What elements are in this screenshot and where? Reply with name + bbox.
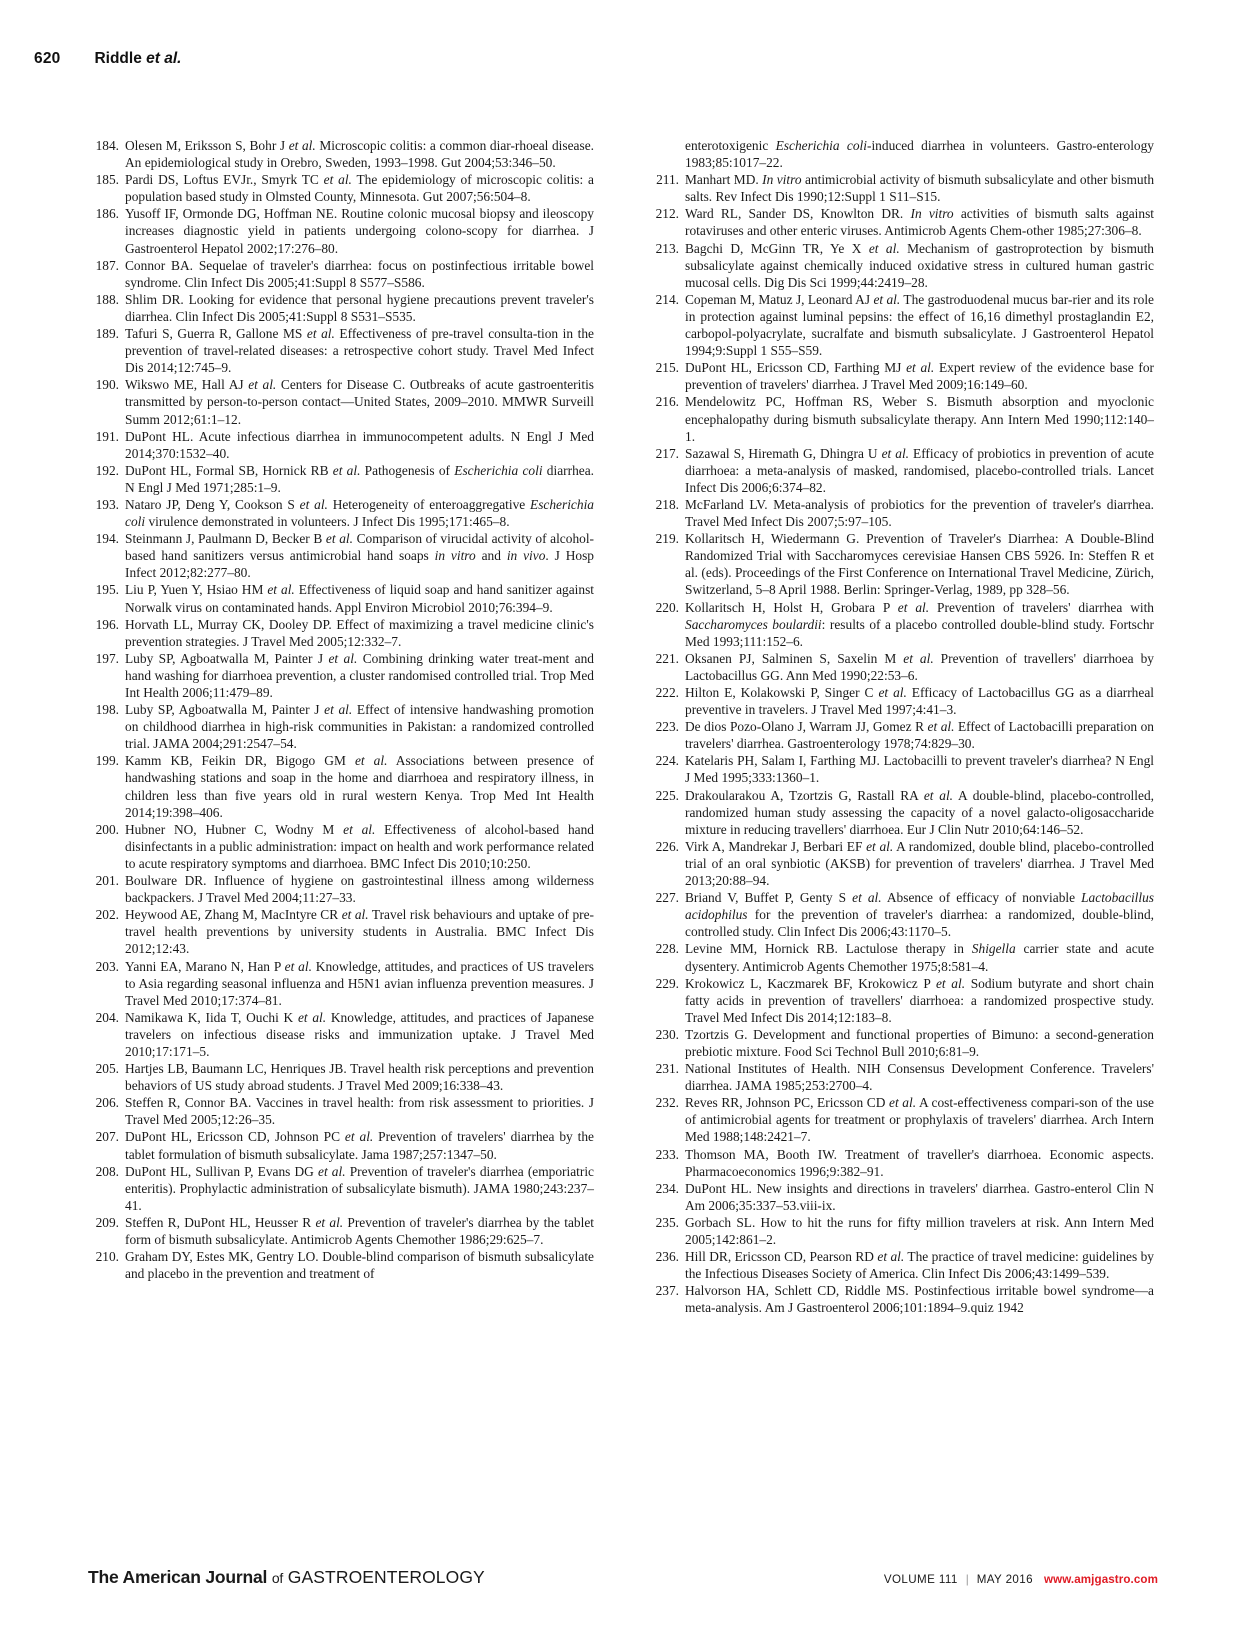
reference-number: 219. [655, 531, 679, 547]
reference-number: 216. [655, 394, 679, 410]
reference-text: DuPont HL, Ericsson CD, Farthing MJ et al. Expert review of the evidence base for prevention of travelers' diarrhea. J Travel Med 2009;16:149–60. [685, 360, 1154, 393]
reference-text: Tafuri S, Guerra R, Gallone MS et al. Effectiveness of pre-travel consulta-tion in the prevention of travel-related diseases: a retrospective cohort study. Travel Med Infect Dis 2014;12:745–9. [125, 326, 594, 376]
running-head [34, 50, 181, 68]
reference-text: Krokowicz L, Kaczmarek BF, Krokowicz P et al. Sodium butyrate and short chain fatty acids in prevention of travellers' diarrhoea: a randomized prospective study. Travel Med Infect Dis 2014;12:183–8. [685, 975, 1154, 1025]
reference-number: 209. [95, 1214, 119, 1230]
reference-item [92, 616, 594, 650]
reference-item [652, 171, 1154, 205]
reference-item [652, 787, 1154, 838]
reference-text: Copeman M, Matuz J, Leonard AJ et al. The gastroduodenal mucus bar-rier and its role in protection against luminal pepsins: the effect of 16,16 dimethyl prostaglandin E2, carbopol-polyacrylate, sucralfate and bismuth subsalicylate. J Gastroenterol Hepatol 1994;9:Suppl 1 S55–S59. [685, 291, 1155, 359]
reference-item [652, 1282, 1154, 1316]
reference-number: 192. [95, 462, 119, 478]
reference-text: Liu P, Yuen Y, Hsiao HM et al. Effectiveness of liquid soap and hand sanitizer against Norwalk virus on contaminated hands. Appl Environ Microbiol 2010;76:394–9. [125, 582, 595, 615]
reference-item [92, 376, 594, 427]
reference-number: 236. [655, 1249, 679, 1265]
reference-number: 214. [655, 291, 679, 307]
reference-text: DuPont HL, Sullivan P, Evans DG et al. Prevention of traveler's diarrhea (emporiatric enteritis). Prophylactic administration of subsalicylate bismuth). JAMA 1980;243:237–41. [125, 1163, 595, 1213]
reference-text: Drakoularakou A, Tzortzis G, Rastall RA et al. A double-blind, placebo-controlled, randomized human study assessing the capacity of a novel galacto-oligosaccharide mixture in reducing travellers' diarrhoea. Eur J Clin Nutr 2010;64:146–52. [685, 787, 1154, 837]
reference-item [92, 137, 594, 171]
left-column [92, 137, 594, 1316]
reference-item [92, 701, 594, 752]
reference-text: Hilton E, Kolakowski P, Singer C et al. Efficacy of Lactobacillus GG as a diarrheal preventive in travelers. J Travel Med 1997;4:41–3. [685, 685, 1154, 718]
reference-text: Heywood AE, Zhang M, MacIntyre CR et al. Travel risk behaviours and uptake of pre-travel health preventions by university students in Australia. BMC Infect Dis 2012;12:43. [125, 907, 594, 957]
reference-number: 187. [95, 257, 119, 273]
reference-text: Briand V, Buffet P, Genty S et al. Absence of efficacy of nonviable Lactobacillus acidophilus for the prevention of traveler's diarrhea: a randomized, double-blind, controlled study. Clin Infect Dis 2006;43:1170–5. [685, 890, 1155, 940]
reference-text: De dios Pozo-Olano J, Warram JJ, Gomez R et al. Effect of Lactobacilli preparation on travelers' diarrhea. Gastroenterology 1978;74:829–30. [685, 719, 1155, 752]
reference-item [652, 445, 1154, 496]
reference-number: 233. [655, 1146, 679, 1162]
reference-text: DuPont HL. New insights and directions in travelers' diarrhea. Gastro-enterol Clin N Am 2006;35:337–53.viii-ix. [685, 1180, 1154, 1213]
reference-number: 224. [655, 753, 679, 769]
reference-text: Hubner NO, Hubner C, Wodny M et al. Effectiveness of alcohol-based hand disinfectants in a public administration: impact on health and work performance related to acute respiratory symptoms and diarrhoea. BMC Infect Dis 2010;10:250. [125, 821, 594, 871]
reference-text: National Institutes of Health. NIH Consensus Development Conference. Travelers' diarrhea. JAMA 1985;253:2700–4. [685, 1061, 1154, 1094]
reference-number: 191. [95, 428, 119, 444]
reference-text: DuPont HL, Ericsson CD, Johnson PC et al. Prevention of travelers' diarrhea by the tablet formulation of bismuth subsalicylate. Jama 1987;257:1347–50. [125, 1129, 594, 1162]
reference-number: 206. [95, 1095, 119, 1111]
reference-item [92, 872, 594, 906]
reference-number: 201. [95, 873, 119, 889]
reference-text: Kollaritsch H, Wiedermann G. Prevention of Traveler's Diarrhea: A Double-Blind Randomized Trial with Saccharomyces cerevisiae Hansen CBS 5926. In: Steffen R et al. (eds). Proceedings of the First Conference on International Travel Medicine, Zürich, Switzerland, 5–8 April 1988. Berlin: Springer-Verlag, 1989, pp 328–56. [685, 531, 1154, 598]
reference-item [92, 1009, 594, 1060]
reference-number: 234. [655, 1180, 679, 1196]
reference-text: Olesen M, Eriksson S, Bohr J et al. Microscopic colitis: a common diar-rhoeal disease. An epidemiological study in Orebro, Sweden, 1993–1998. Gut 2004;53:346–50. [125, 138, 594, 171]
reference-number: 186. [95, 206, 119, 222]
reference-item [92, 821, 594, 872]
reference-number: 195. [95, 582, 119, 598]
reference-text: Steinmann J, Paulmann D, Becker B et al. Comparison of virucidal activity of alcohol-based hand sanitizers versus antimicrobial hand soaps in vitro and in vivo. J Hosp Infect 2012;82:277–80. [125, 531, 595, 581]
reference-number: 235. [655, 1214, 679, 1230]
reference-item [92, 257, 594, 291]
reference-item [652, 530, 1154, 598]
reference-item [652, 1146, 1154, 1180]
reference-number: 194. [95, 531, 119, 547]
reference-number: 197. [95, 650, 119, 666]
reference-text: Wikswo ME, Hall AJ et al. Centers for Disease C. Outbreaks of acute gastroenteritis transmitted by person-to-person contact—United States, 2009–2010. MMWR Surveill Summ 2012;61:1–12. [125, 377, 594, 427]
reference-item [92, 581, 594, 615]
reference-number: 230. [655, 1026, 679, 1042]
running-head-title [94, 50, 181, 68]
reference-item [652, 1060, 1154, 1094]
journal-the-american-journal: The American Journal [88, 1567, 268, 1587]
reference-item [652, 684, 1154, 718]
reference-text: Luby SP, Agboatwalla M, Painter J et al. Combining drinking water treat-ment and hand washing for diarrhoea prevention, a cluster randomised controlled trial. Trop Med Int Health 2006;11:479–89. [125, 650, 594, 700]
reference-number: 221. [655, 650, 679, 666]
reference-text: Bagchi D, McGinn TR, Ye X et al. Mechanism of gastroprotection by bismuth subsalicylate against chemically induced oxidative stress in cultured human gastric mucosal cells. Dig Dis Sci 1999;44:2419–28. [685, 240, 1154, 290]
reference-text: Mendelowitz PC, Hoffman RS, Weber S. Bismuth absorption and myoclonic encephalopathy during bismuth subsalicylate therapy. Ann Intern Med 1990;112:140–1. [685, 394, 1154, 444]
journal-name: GASTROENTEROLOGY [287, 1567, 485, 1587]
reference-item [652, 599, 1154, 650]
reference-item [92, 1214, 594, 1248]
reference-text: Kollaritsch H, Holst H, Grobara P et al. Prevention of travelers' diarrhea with Saccharomyces boulardii: results of a placebo controlled double-blind study. Fortschr Med 1993;111:152–6. [685, 599, 1154, 649]
reference-text: Horvath LL, Murray CK, Dooley DP. Effect of maximizing a travel medicine clinic's prevention strategies. J Travel Med 2005;12:332–7. [125, 616, 594, 649]
reference-item [652, 1214, 1154, 1248]
reference-text: Reves RR, Johnson PC, Ericsson CD et al. A cost-effectiveness compari-son of the use of antimicrobial agents for treatment or prophylaxis of travelers' diarrhea. Arch Intern Med 1988;148:2421–7. [685, 1095, 1154, 1145]
reference-number: 210. [95, 1249, 119, 1265]
reference-number: 205. [95, 1061, 119, 1077]
reference-list-left [92, 137, 594, 1282]
reference-number: 212. [655, 206, 679, 222]
reference-text: Oksanen PJ, Salminen S, Saxelin M et al. Prevention of travellers' diarrhoea by Lactobacillus GG. Ann Med 1990;22:53–6. [685, 650, 1154, 683]
reference-text: Sazawal S, Hiremath G, Dhingra U et al. Efficacy of probiotics in prevention of acute diarrhoea: a meta-analysis of masked, randomised, placebo-controlled trials. Lancet Infect Dis 2006;6:374–82. [685, 445, 1154, 495]
reference-number: 203. [95, 958, 119, 974]
reference-text: Manhart MD. In vitro antimicrobial activity of bismuth subsalicylate and other bismuth salts. Rev Infect Dis 1990;12:Suppl 1 S11–S15. [685, 172, 1155, 205]
reference-number: 193. [95, 496, 119, 512]
reference-number: 227. [655, 890, 679, 906]
reference-number: 217. [655, 445, 679, 461]
reference-item [652, 838, 1154, 889]
reference-text: Boulware DR. Influence of hygiene on gastrointestinal illness among wilderness backpackers. J Travel Med 2004;11:27–33. [125, 873, 594, 906]
reference-text: Nataro JP, Deng Y, Cookson S et al. Heterogeneity of enteroaggregative Escherichia coli virulence demonstrated in volunteers. J Infect Dis 1995;171:465–8. [125, 496, 594, 530]
reference-number: 226. [655, 838, 679, 854]
reference-text: Namikawa K, Iida T, Ouchi K et al. Knowledge, attitudes, and practices of Japanese travelers on infectious disease risks and immunization uptake. J Travel Med 2010;17:171–5. [125, 1009, 594, 1059]
right-column [652, 137, 1154, 1316]
reference-text: enterotoxigenic Escherichia coli-induced diarrhea in volunteers. Gastro-enterology 1983;85:1017–22. [685, 138, 1154, 171]
reference-number: 222. [655, 685, 679, 700]
reference-number: 200. [95, 821, 119, 837]
reference-item [92, 530, 594, 581]
reference-item [652, 205, 1154, 239]
running-head-etal: et al. [146, 50, 182, 67]
reference-item [652, 718, 1154, 752]
reference-number: 229. [655, 975, 679, 991]
reference-text: Hill DR, Ericsson CD, Pearson RD et al. The practice of travel medicine: guidelines by the Infectious Diseases Society of America. Clin Infect Dis 2006;43:1499–539. [685, 1249, 1154, 1282]
reference-columns [92, 137, 1154, 1316]
reference-number: 228. [655, 941, 679, 957]
reference-text: Ward RL, Sander DS, Knowlton DR. In vitro activities of bismuth salts against rotaviruses and other enteric viruses. Antimicrob Agents Chem-other 1985;27:306–8. [685, 206, 1155, 239]
reference-number: 196. [95, 616, 119, 632]
reference-item [92, 1248, 594, 1282]
reference-item [92, 496, 594, 530]
reference-text: Connor BA. Sequelae of traveler's diarrhea: focus on postinfectious irritable bowel syndrome. Clin Infect Dis 2005;41:Suppl 8 S577–S586. [125, 257, 594, 290]
reference-text: Pardi DS, Loftus EVJr., Smyrk TC et al. The epidemiology of microscopic colitis: a population based study in Olmsted County, Minnesota. Gut 2007;56:504–8. [125, 172, 594, 205]
reference-item [92, 1060, 594, 1094]
reference-text: Kamm KB, Feikin DR, Bigogo GM et al. Associations between presence of handwashing stations and soap in the home and diarrhoea and respiratory illness, in children less than five years old in rural western Kenya. Trop Med Int Health 2014;19:398–406. [125, 753, 594, 820]
reference-item [652, 1248, 1154, 1282]
reference-number: 213. [655, 240, 679, 256]
reference-item [652, 752, 1154, 786]
reference-item [652, 889, 1154, 940]
reference-number: 211. [656, 172, 679, 188]
reference-text: Gorbach SL. How to hit the runs for fifty million travelers at risk. Ann Intern Med 2005;142:861–2. [685, 1214, 1154, 1247]
reference-item [92, 752, 594, 820]
reference-item [652, 137, 1154, 171]
page-footer [88, 1567, 1158, 1588]
reference-item [652, 940, 1154, 974]
reference-item [652, 291, 1154, 359]
reference-number: 232. [655, 1095, 679, 1111]
reference-text: Graham DY, Estes MK, Gentry LO. Double-blind comparison of bismuth subsalicylate and placebo in the prevention and treatment of [125, 1249, 594, 1282]
journal-wordmark [88, 1567, 485, 1588]
reference-item [652, 496, 1154, 530]
reference-number: 185. [95, 172, 119, 188]
reference-item [652, 240, 1154, 291]
reference-text: McFarland LV. Meta-analysis of probiotics for the prevention of traveler's diarrhea. Travel Med Infect Dis 2007;5:97–105. [685, 496, 1154, 530]
reference-number: 204. [95, 1009, 119, 1025]
reference-number: 188. [95, 291, 119, 307]
reference-number: 223. [655, 719, 679, 735]
footer-volume-info [884, 1573, 1158, 1586]
reference-number: 202. [95, 907, 119, 923]
reference-item [652, 359, 1154, 393]
reference-number: 198. [95, 702, 119, 718]
reference-text: Shlim DR. Looking for evidence that personal hygiene precautions prevent traveler's diarrhea. Clin Infect Dis 2005;41:Suppl 8 S531–S535. [125, 291, 594, 324]
reference-number: 215. [655, 360, 679, 376]
reference-number: 225. [655, 787, 679, 803]
reference-text: Thomson MA, Booth IW. Treatment of traveller's diarrhoea. Economic aspects. Pharmacoeconomics 1996;9:382–91. [685, 1146, 1154, 1179]
journal-url-link[interactable]: www.amjgastro.com [1043, 1573, 1158, 1586]
reference-item [92, 428, 594, 462]
reference-item [652, 1026, 1154, 1060]
running-head-author: Riddle [94, 50, 142, 67]
reference-text: Halvorson HA, Schlett CD, Riddle MS. Postinfectious irritable bowel syndrome—a meta-analysis. Am J Gastroenterol 2006;101:1894–9.quiz 1942 [685, 1283, 1154, 1316]
reference-item [92, 1163, 594, 1214]
journal-of: of [271, 1570, 284, 1586]
reference-number: 237. [655, 1283, 679, 1299]
reference-item [652, 393, 1154, 444]
reference-number: 199. [95, 753, 119, 769]
reference-item [92, 171, 594, 205]
reference-item [92, 1094, 594, 1128]
reference-text: Tzortzis G. Development and functional properties of Bimuno: a second-generation prebiotic mixture. Food Sci Technol Bull 2010;6:81–9. [685, 1026, 1154, 1059]
reference-text: DuPont HL. Acute infectious diarrhea in immunocompetent adults. N Engl J Med 2014;370:1532–40. [125, 428, 594, 461]
reference-item [652, 1094, 1154, 1145]
issue-date: MAY 2016 [976, 1573, 1033, 1586]
reference-number: 220. [655, 599, 679, 615]
reference-item [92, 205, 594, 256]
reference-item [92, 1128, 594, 1162]
reference-text: Steffen R, DuPont HL, Heusser R et al. Prevention of traveler's diarrhea by the tablet form of bismuth subsalicylate. Antimicrob Agents Chemother 1986;29:625–7. [125, 1214, 594, 1247]
reference-item [92, 906, 594, 957]
reference-text: Luby SP, Agboatwalla M, Painter J et al. Effect of intensive handwashing promotion on childhood diarrhea in high-risk communities in Pakistan: a randomized controlled trial. JAMA 2004;291:2547–54. [125, 702, 595, 752]
reference-item [92, 291, 594, 325]
reference-number: 184. [95, 138, 119, 153]
reference-text: Katelaris PH, Salam I, Farthing MJ. Lactobacilli to prevent traveler's diarrhea? N Engl J Med 1995;333:1360–1. [685, 753, 1154, 786]
reference-text: Hartjes LB, Baumann LC, Henriques JB. Travel health risk perceptions and prevention behaviors of US study abroad students. J Travel Med 2009;16:338–43. [125, 1061, 594, 1094]
reference-text: Levine MM, Hornick RB. Lactulose therapy in Shigella carrier state and acute dysentery. Antimicrob Agents Chemother 1975;8:581–4. [685, 941, 1155, 974]
reference-text: Virk A, Mandrekar J, Berbari EF et al. A randomized, double blind, placebo-controlled trial of an oral synbiotic (AKSB) for prevention of travelers' diarrhea. J Travel Med 2013;20:88–94. [685, 838, 1155, 889]
reference-text: DuPont HL, Formal SB, Hornick RB et al. Pathogenesis of Escherichia coli diarrhea. N Engl J Med 1971;285:1–9. [125, 462, 595, 495]
reference-item [92, 462, 594, 496]
reference-item [92, 650, 594, 701]
reference-list-right [652, 137, 1154, 1316]
reference-item [652, 975, 1154, 1026]
reference-number: 190. [95, 377, 119, 393]
reference-number: 207. [95, 1129, 119, 1145]
reference-text: Steffen R, Connor BA. Vaccines in travel health: from risk assessment to priorities. J Travel Med 2005;12:26–35. [125, 1095, 594, 1128]
reference-item [652, 1180, 1154, 1214]
reference-item [652, 650, 1154, 684]
reference-number: 218. [655, 496, 679, 512]
volume-label: VOLUME 111 [883, 1573, 958, 1586]
reference-text: Yusoff IF, Ormonde DG, Hoffman NE. Routine colonic mucosal biopsy and ileoscopy increases diagnostic yield in patients undergoing colono-scopy for diarrhea. J Gastroenterol Hepatol 2002;17:276–80. [125, 206, 594, 256]
reference-number: 208. [95, 1163, 119, 1179]
reference-item [92, 325, 594, 376]
reference-item [92, 958, 594, 1009]
footer-separator: | [965, 1573, 969, 1586]
reference-text: Yanni EA, Marano N, Han P et al. Knowledge, attitudes, and practices of US travelers to Asia regarding seasonal influenza and H5N1 avian influenza prevention measures. J Travel Med 2010;17:374–81. [125, 958, 595, 1008]
page-number: 620 [34, 50, 61, 67]
reference-number: 231. [655, 1061, 679, 1077]
reference-number: 189. [95, 326, 119, 342]
